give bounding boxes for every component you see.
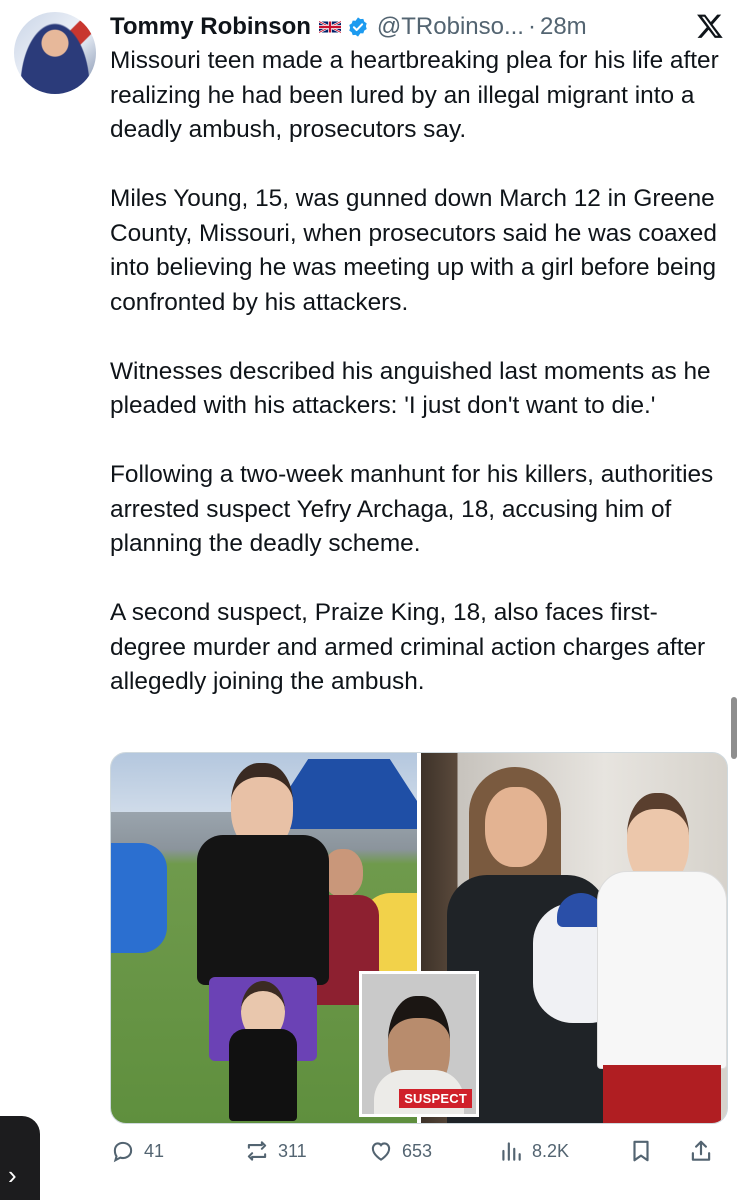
post-paragraph-2: Miles Young, 15, was gunned down March 12 in Greene County, Missouri, when prosecutors said he was coaxed into believing he was meeting up with a girl before being confronted by his attackers. <box>110 185 717 316</box>
uk-flag-icon <box>319 20 341 34</box>
photo-toddler <box>223 981 303 1121</box>
reply-button[interactable] <box>110 1135 164 1167</box>
suspect-mugshot <box>359 971 479 1117</box>
repost-icon <box>244 1138 270 1164</box>
bookmark-icon <box>628 1138 654 1164</box>
post-paragraph-4: Following a two-week manhunt for his killers, authorities arrested suspect Yefry Archaga, 18, accusing him of planning the deadly scheme. <box>110 461 714 557</box>
x-logo-icon[interactable] <box>696 12 724 40</box>
post-paragraph-3: Witnesses described his anguished last moments as he pleaded with his attackers: 'I just don't want to die.' <box>110 357 711 419</box>
action-bar <box>110 1135 730 1167</box>
share-button[interactable] <box>688 1135 722 1167</box>
post-text <box>110 44 732 734</box>
post-time[interactable]: 28m <box>539 13 587 40</box>
view-count: 8.2K <box>532 1140 570 1161</box>
share-icon <box>688 1138 714 1164</box>
header-separator: · <box>527 13 536 40</box>
bookmark-button[interactable] <box>628 1135 662 1167</box>
like-button[interactable] <box>368 1135 432 1167</box>
repost-count: 311 <box>278 1140 307 1161</box>
post-paragraph-1: Missouri teen made a heartbreaking plea for his life after realizing he had been lured by an illegal migrant into a deadly ambush, prosecutors say. <box>110 47 719 143</box>
post-paragraph-5: A second suspect, Praize King, 18, also faces first-degree murder and armed criminal action charges after allegedly joining the ambush. <box>110 599 706 695</box>
post-media[interactable] <box>110 752 728 1124</box>
like-count: 653 <box>402 1140 433 1161</box>
verified-badge-icon <box>347 16 369 38</box>
views-button[interactable] <box>498 1135 569 1167</box>
author-avatar[interactable] <box>14 12 96 94</box>
post-header <box>110 10 728 44</box>
reply-icon <box>110 1138 136 1164</box>
views-chart-icon <box>498 1138 524 1164</box>
heart-icon <box>368 1138 394 1164</box>
photo-bounce-house <box>111 843 167 953</box>
chevron-icon: › <box>8 1160 17 1190</box>
author-name[interactable]: Tommy Robinson <box>110 13 311 40</box>
scrollbar-thumb[interactable] <box>731 697 737 759</box>
author-handle[interactable]: @TRobinso... <box>376 13 524 40</box>
repost-button[interactable] <box>244 1135 307 1167</box>
photo-boy-white-shirt <box>597 793 727 1123</box>
reply-count: 41 <box>144 1140 165 1161</box>
side-dock-tab[interactable] <box>0 1116 40 1200</box>
suspect-label: SUSPECT <box>399 1089 472 1108</box>
